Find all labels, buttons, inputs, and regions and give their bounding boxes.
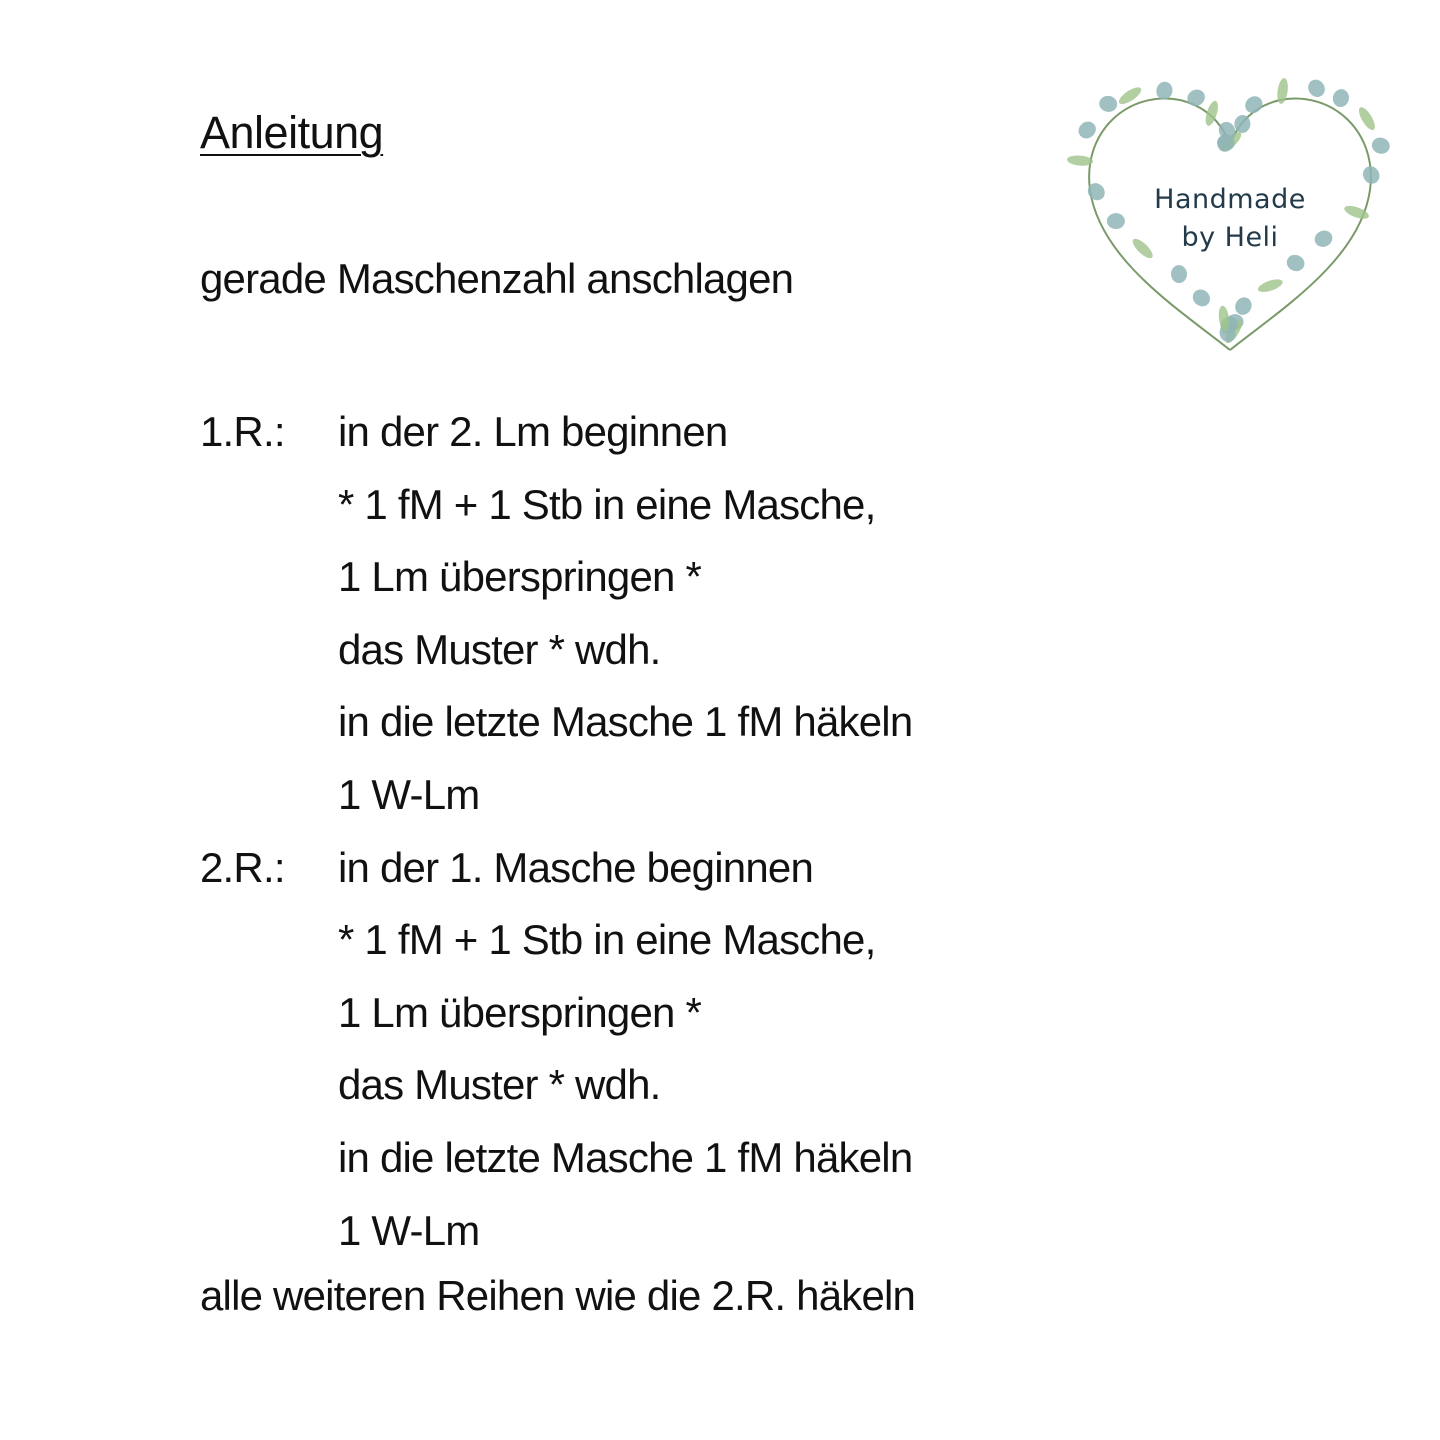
outro-text: alle weiteren Reihen wie die 2.R. häkeln — [200, 1272, 916, 1319]
step-line: * 1 fM + 1 Stb in eine Masche, — [338, 916, 876, 964]
logo-text-line1: Handmade — [1154, 184, 1306, 215]
row-label: 2.R.: — [200, 843, 285, 891]
step-line: in der 1. Masche beginnen — [338, 843, 813, 891]
eucalyptus-leaf-icon — [1331, 88, 1350, 109]
step-line: in der 2. Lm beginnen — [338, 408, 728, 455]
step-line: das Muster * wdh. — [338, 625, 661, 673]
eucalyptus-leaf-icon — [1284, 252, 1307, 274]
logo-text-line2: by Heli — [1181, 222, 1279, 253]
row-steps — [338, 396, 912, 832]
step-line: das Muster * wdh. — [338, 1061, 661, 1109]
handmade-logo — [1060, 70, 1400, 360]
eucalyptus-leaf-icon — [1075, 118, 1099, 142]
step-line: 1 Lm überspringen * — [338, 553, 702, 601]
row-2 — [200, 832, 1060, 1268]
eucalyptus-leaf-icon — [1189, 286, 1213, 310]
willow-leaf-icon — [1356, 105, 1378, 132]
step-line: in die letzte Masche 1 fM häkeln — [338, 1133, 913, 1181]
row-instructions — [200, 396, 1060, 1267]
row-1 — [200, 396, 1060, 832]
page-title: Anleitung — [200, 107, 384, 158]
row-label: 1.R.: — [200, 408, 285, 455]
step-line: 1 Lm überspringen * — [338, 988, 702, 1036]
step-line: 1 W-Lm — [338, 1206, 480, 1254]
eucalyptus-leaf-icon — [1242, 93, 1266, 117]
willow-leaf-icon — [1256, 277, 1284, 295]
eucalyptus-leaf-icon — [1184, 86, 1208, 109]
step-line: 1 W-Lm — [338, 770, 480, 818]
intro-text: gerade Maschenzahl anschlagen — [200, 255, 794, 302]
row-steps — [338, 832, 912, 1268]
step-line: in die letzte Masche 1 fM häkeln — [338, 698, 913, 746]
eucalyptus-leaf-icon — [1098, 95, 1118, 114]
eucalyptus-heart-wreath-icon — [1060, 70, 1400, 360]
eucalyptus-leaf-icon — [1305, 76, 1328, 100]
eucalyptus-leaf-icon — [1171, 265, 1188, 284]
step-line: * 1 fM + 1 Stb in eine Masche, — [338, 480, 876, 528]
eucalyptus-leaf-icon — [1370, 136, 1392, 156]
